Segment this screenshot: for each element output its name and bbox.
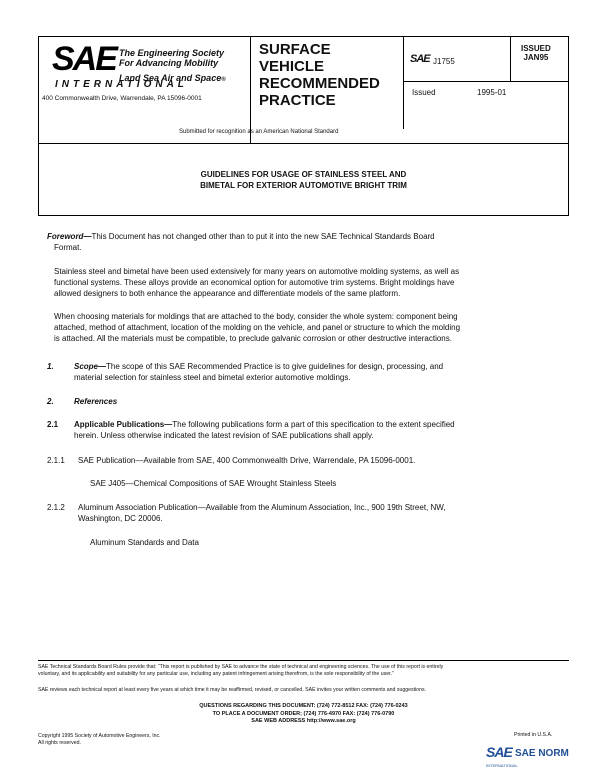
footer-policy-line-2: voluntary, and its applicability and suitability for any particular use, including any patent infringement arising therefrom, is the sole responsibility of the user.” bbox=[38, 671, 394, 677]
doc-type-line-1: SURFACE bbox=[259, 41, 331, 58]
scope-number: 1. bbox=[47, 362, 54, 371]
footer-order: TO PLACE A DOCUMENT ORDER; (724) 776-4970 FAX: (724) 776-0790 bbox=[212, 711, 395, 717]
header-divider-2 bbox=[403, 37, 404, 129]
para2-line-3: is attached. All the materials must be compatible, to preclude galvanic corrosion or other destructive interactions. bbox=[54, 334, 452, 343]
title-box-top bbox=[38, 143, 569, 144]
doc-type-line-4: PRACTICE bbox=[259, 92, 336, 109]
status-label: ISSUED bbox=[521, 44, 551, 53]
header-divider-3 bbox=[510, 37, 511, 81]
app-line-2: herein. Unless otherwise indicated the latest revision of SAE publications shall apply. bbox=[74, 431, 374, 440]
society-line-1: The Engineering Society bbox=[119, 48, 225, 58]
issued-label: Issued bbox=[412, 88, 436, 97]
issued-date: 1995-01 bbox=[477, 88, 507, 97]
society-line-3: Land Sea Air and Space bbox=[119, 73, 222, 83]
para1-line-3: allowed designers to both enhance the appearance and differentiate models of the same platform. bbox=[54, 289, 401, 298]
foreword-line-1 bbox=[47, 231, 557, 242]
document-title-line-2: BIMETAL FOR EXTERIOR AUTOMOTIVE BRIGHT TRIM bbox=[200, 181, 407, 190]
para2-line-1: When choosing materials for moldings that are attached to the body, consider the whole system: component being bbox=[54, 312, 458, 321]
international-label: INTERNATIONAL bbox=[55, 79, 188, 90]
app-line-1 bbox=[74, 419, 455, 430]
para1-line-2: functional systems. These alloys provide an economical option for automotive trim systems. Bright moldings have bbox=[54, 278, 455, 287]
app-text-1: The following publications form a part of this specification to the extent specified bbox=[172, 420, 455, 429]
scope-line-1 bbox=[74, 361, 443, 372]
doc-type-line-2: VEHICLE bbox=[259, 58, 325, 75]
sae-norm-sub: INTERNATIONAL bbox=[486, 763, 518, 768]
title-box-bottom bbox=[38, 215, 569, 216]
para1-line-1: Stainless steel and bimetal have been used extensively for many years on automotive molding systems, as well as bbox=[54, 267, 460, 276]
app-label: Applicable Publications— bbox=[74, 420, 173, 429]
status-date: JAN95 bbox=[523, 53, 549, 62]
scope-line-2: material selection for stainless steel and bimetal exterior automotive moldings. bbox=[74, 373, 351, 382]
standard-sae-logo: SAE bbox=[410, 53, 430, 65]
title-box-left bbox=[38, 143, 39, 216]
status-block bbox=[521, 44, 551, 62]
sae-logo: SAE bbox=[52, 40, 116, 78]
para2-line-2: attached, method of attachment, location of the molding on the vehicle, and panel or structure to which the molding bbox=[54, 323, 461, 332]
title-box-right bbox=[568, 143, 569, 216]
sae-pub-number: 2.1.1 bbox=[47, 456, 65, 465]
footer-web: SAE WEB ADDRESS http://www.sae.org bbox=[251, 718, 356, 724]
footer-rule bbox=[38, 660, 569, 661]
footer-questions: QUESTIONS REGARDING THIS DOCUMENT: (724) 772-8512 FAX: (724) 776-0243 bbox=[199, 703, 408, 709]
footer-review: SAE reviews each technical report at least every five years at which time it may be reaffirmed, revised, or cancelled. SAE invites your written comments and suggestions. bbox=[38, 687, 426, 693]
footer-printed: Printed in U.S.A. bbox=[514, 732, 553, 738]
document-title-line-1: GUIDELINES FOR USAGE OF STAINLESS STEEL AND bbox=[200, 170, 407, 179]
submitted-note: Submitted for recognition as an American National Standard bbox=[179, 129, 339, 135]
foreword-line-2: Format. bbox=[54, 243, 82, 252]
society-line-2: For Advancing Mobility bbox=[119, 58, 219, 68]
sae-norm-logo: SAE bbox=[486, 744, 512, 760]
footer-policy-line-1: SAE Technical Standards Board Rules provide that: “This report is published by SAE to advance the state of technical and engineering sciences. The use of this report is entirely bbox=[38, 664, 444, 670]
header-divider-4 bbox=[403, 81, 569, 82]
app-number: 2.1 bbox=[47, 420, 59, 429]
sae-j405: SAE J405—Chemical Compositions of SAE Wrought Stainless Steels bbox=[90, 479, 337, 488]
registered-mark: ® bbox=[221, 77, 226, 83]
ref-number: 2. bbox=[47, 397, 54, 406]
alum-line-1: Aluminum Association Publication—Available from the Aluminum Association, Inc., 900 19th Street, NW, bbox=[78, 503, 446, 512]
alum-item: Aluminum Standards and Data bbox=[90, 538, 199, 547]
sae-norm-text: SAE NORM bbox=[515, 748, 569, 759]
sae-address: 400 Commonwealth Drive, Warrendale, PA 15096-0001 bbox=[42, 95, 202, 102]
sae-pub-line: SAE Publication—Available from SAE, 400 Commonwealth Drive, Warrendale, PA 15096-0001. bbox=[78, 456, 416, 465]
doc-type-line-3: RECOMMENDED bbox=[259, 75, 380, 92]
foreword-text-1: This Document has not changed other than to put it into the new SAE Technical Standards Board bbox=[91, 232, 435, 241]
header-divider-1 bbox=[250, 37, 251, 143]
alum-line-2: Washington, DC 20006. bbox=[78, 514, 163, 523]
alum-number: 2.1.2 bbox=[47, 503, 65, 512]
foreword-label: Foreword— bbox=[47, 232, 92, 241]
standard-number: J1755 bbox=[433, 57, 455, 66]
footer-copyright: Copyright 1995 Society of Automotive Engineers, Inc. bbox=[38, 733, 161, 739]
ref-heading: References bbox=[74, 397, 118, 406]
scope-label: Scope— bbox=[74, 362, 107, 371]
scope-text-1: The scope of this SAE Recommended Practice is to give guidelines for design, processing, and bbox=[106, 362, 444, 371]
doc-type bbox=[259, 41, 380, 109]
footer-rights: All rights reserved. bbox=[38, 740, 81, 746]
